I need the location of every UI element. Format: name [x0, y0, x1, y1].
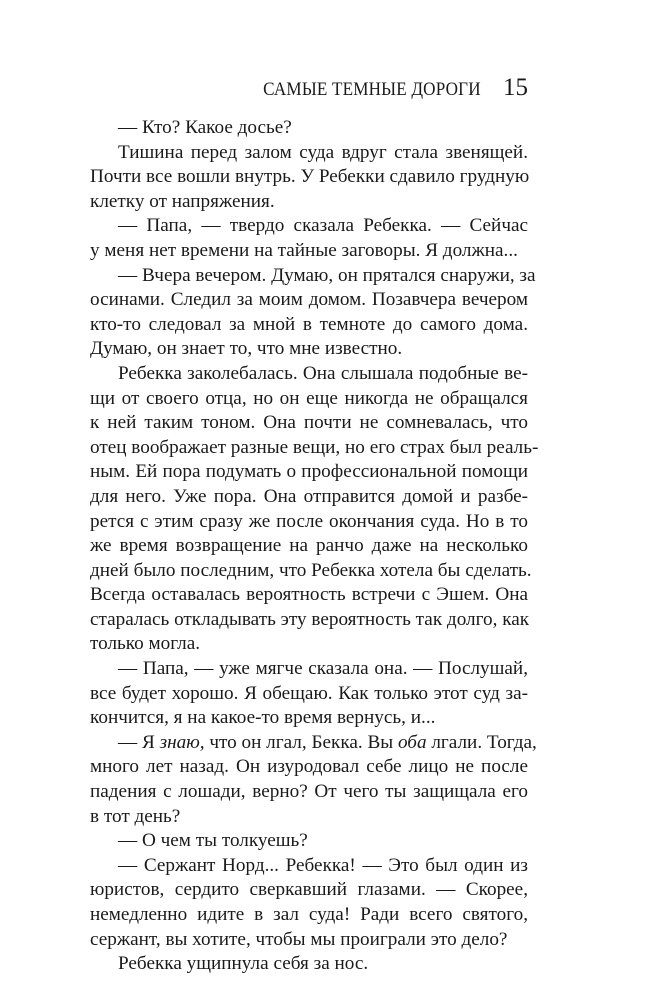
text-line: [90, 534, 528, 559]
text-run: Ребекка ущипнула себя за нос.: [118, 953, 369, 975]
text-line: [90, 337, 528, 362]
text-run: Ребекка заколебалась. Она слышала подобные ве-: [118, 362, 528, 384]
emphasis-text: знаю,: [159, 731, 205, 753]
text-line: [90, 362, 528, 387]
text-line: [90, 288, 528, 313]
text-run: для него. Уже пора. Она отправится домой и разбе-: [90, 485, 528, 507]
page-number: 15: [503, 74, 528, 101]
text-line: [90, 632, 528, 657]
text-line: [90, 583, 528, 608]
text-line: [90, 510, 528, 535]
text-line: [90, 165, 528, 190]
body-text: [90, 116, 539, 977]
text-run: ным. Ей пора подумать о профессиональной помощи: [90, 461, 528, 483]
text-line: [90, 387, 528, 412]
text-run: Почти все вошли внутрь. У Ребекки сдавило грудную: [90, 166, 530, 188]
text-line: [90, 411, 528, 436]
text-line: [90, 214, 528, 239]
page-header: [239, 74, 528, 102]
text-line: [90, 608, 528, 633]
text-run: клетку от напряжения.: [90, 190, 275, 212]
running-title: САМЫЕ ТЕМНЫЕ ДОРОГИ: [263, 79, 481, 100]
text-line: [90, 805, 528, 830]
text-run: — Папа, — твердо сказала Ребекка. — Сейчас: [118, 215, 528, 237]
text-run: — О чем ты толкуешь?: [118, 830, 308, 852]
text-run: Всегда оставалась вероятность встречи с Эшем. Она: [90, 584, 528, 606]
text-line: [90, 854, 528, 879]
text-run: лгали. Тогда,: [426, 731, 537, 753]
text-run: Тишина перед залом суда вдруг стала звенящей.: [118, 141, 528, 163]
text-run: кто-то следовал за мной в темноте до самого дома.: [90, 313, 528, 335]
text-run: — Кто? Какое досье?: [118, 117, 292, 138]
text-line: [90, 436, 539, 461]
text-line: [90, 952, 528, 977]
text-run: щи от своего отца, но он еще никогда не обращался: [90, 387, 528, 409]
text-line: [90, 755, 528, 780]
text-run: в тот день?: [90, 805, 181, 827]
text-line: [90, 460, 528, 485]
text-run: осинами. Следил за моим домом. Позавчера вечером: [90, 289, 528, 311]
text-line: [90, 878, 528, 903]
text-run: Думаю, он знает то, что мне известно.: [90, 338, 403, 360]
text-line: [90, 190, 528, 215]
text-line: [90, 141, 528, 166]
text-run: — Вчера вечером. Думаю, он прятался снаружи, за: [118, 264, 536, 286]
text-run: старалась откладывать эту вероятность так долго, как: [90, 608, 530, 630]
text-run: все будет хорошо. Я обещаю. Как только этот суд за-: [90, 682, 528, 704]
text-line: [90, 903, 528, 928]
text-run: — Сержант Норд... Ребекка! — Это был один из: [118, 854, 528, 876]
text-line: [90, 780, 528, 805]
text-run: рется с этим сразу же после окончания суда. Но в то: [90, 510, 528, 532]
text-line: [90, 706, 528, 731]
text-run: же время возвращение на ранчо даже на несколько: [90, 535, 528, 557]
text-run: юристов, сердито сверкавший глазами. — Скорее,: [90, 879, 528, 901]
text-line: [90, 485, 528, 510]
text-run: много лет назад. Он изуродовал себе лицо не после: [90, 756, 528, 778]
text-run: кончится, я на какое-то время вернусь, и...: [90, 707, 436, 729]
text-run: что он лгал, Бекка. Вы: [204, 731, 398, 753]
text-line: [90, 657, 528, 682]
text-line: [90, 682, 528, 707]
text-line: [90, 313, 528, 338]
text-run: дней было последним, что Ребекка хотела бы сделать.: [90, 559, 532, 581]
text-line: [90, 928, 528, 953]
text-run: к ней таким тоном. Она почти не сомневалась, что: [90, 412, 528, 434]
text-line: [90, 829, 528, 854]
text-line: [90, 264, 536, 289]
text-run: — Я: [118, 731, 160, 753]
text-line: [90, 116, 528, 141]
text-run: — Папа, — уже мягче сказала она. — Послушай,: [118, 658, 528, 680]
text-run: отец воображает разные вещи, но его страх был реаль-: [90, 436, 539, 458]
text-line: [90, 239, 528, 264]
text-run: у меня нет времени на тайные заговоры. Я должна...: [90, 239, 518, 261]
text-run: только могла.: [90, 633, 201, 655]
text-run: падения с лошади, верно? От чего ты защищала его: [90, 781, 528, 803]
text-line: [90, 559, 532, 584]
text-line: [90, 731, 537, 756]
text-run: сержант, вы хотите, чтобы мы проиграли это дело?: [90, 928, 508, 950]
text-run: немедленно идите в зал суда! Ради всего святого,: [90, 904, 528, 925]
emphasis-text: оба: [397, 731, 427, 753]
